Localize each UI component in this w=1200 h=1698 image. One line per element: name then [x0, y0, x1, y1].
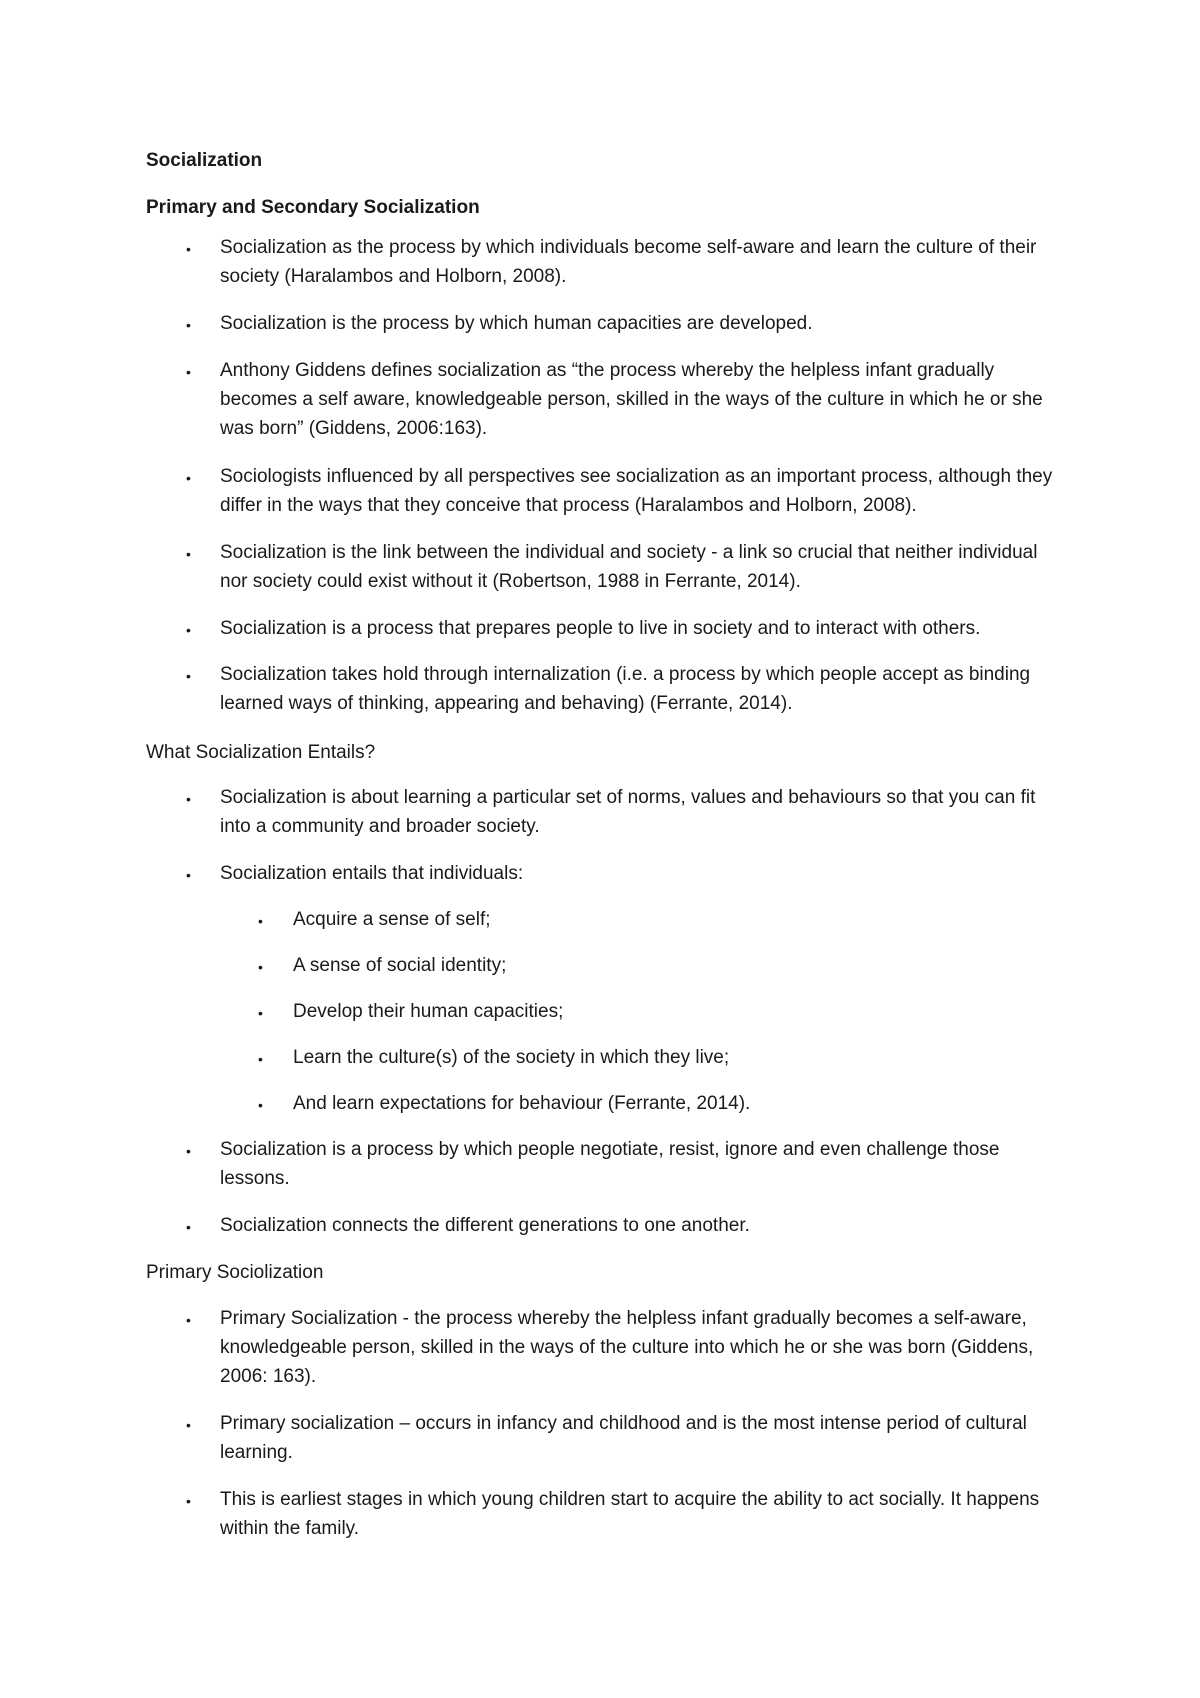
- list-item: Socialization is about learning a particular set of norms, values and behaviours so that you can fit into a community and broader society.: [220, 787, 1036, 837]
- bullet-icon: •: [186, 364, 191, 380]
- sub-bullet-icon: •: [258, 913, 263, 929]
- sub-list-item: Acquire a sense of self;: [293, 909, 491, 930]
- sub-bullet-icon: •: [258, 1051, 263, 1067]
- list-item: Primary Socialization - the process whereby the helpless infant gradually becomes a self-aware, knowledgeable person, skilled in the ways of the culture into which he or she was born (Giddens, 2006: 163).: [220, 1308, 1034, 1387]
- list-item: Socialization is a process by which people negotiate, resist, ignore and even challenge those lessons.: [220, 1139, 1000, 1189]
- bullet-icon: •: [186, 791, 191, 807]
- list-item: Socialization connects the different generations to one another.: [220, 1215, 750, 1236]
- sub-list-item: A sense of social identity;: [293, 955, 507, 976]
- list-item: Socialization is a process that prepares people to live in society and to interact with others.: [220, 618, 981, 639]
- list-item: Socialization entails that individuals:: [220, 863, 524, 884]
- bullet-icon: •: [186, 1312, 191, 1328]
- bullet-icon: •: [186, 1493, 191, 1509]
- list-item: Socialization as the process by which individuals become self-aware and learn the culture of their society (Haralambos and Holborn, 2008).: [220, 237, 1037, 287]
- document-title: Socialization: [146, 150, 263, 171]
- bullet-icon: •: [186, 622, 191, 638]
- list-item: This is earliest stages in which young children start to acquire the ability to act socially. It happens within the family.: [220, 1489, 1040, 1539]
- bullet-icon: •: [186, 241, 191, 257]
- sub-bullet-icon: •: [258, 959, 263, 975]
- list-item: Socialization is the process by which human capacities are developed.: [220, 313, 813, 334]
- sub-list-item: Develop their human capacities;: [293, 1001, 564, 1022]
- list-item: Socialization takes hold through internalization (i.e. a process by which people accept as binding learned ways of thinking, appearing and behaving) (Ferrante, 2014).: [220, 664, 1031, 714]
- list-item: Anthony Giddens defines socialization as “the process whereby the helpless infant gradually becomes a self aware, knowledgeable person, skilled in the ways of the culture in which he or she was born” (Giddens, 2006:163).: [220, 360, 1043, 439]
- bullet-icon: •: [186, 1417, 191, 1433]
- bullet-icon: •: [186, 1143, 191, 1159]
- section-heading-primary-secondary: Primary and Secondary Socialization: [146, 197, 480, 218]
- sub-bullet-icon: •: [258, 1097, 263, 1113]
- sub-bullet-icon: •: [258, 1005, 263, 1021]
- bullet-icon: •: [186, 470, 191, 486]
- list-item: Primary socialization – occurs in infancy and childhood and is the most intense period of cultural learning.: [220, 1413, 1027, 1463]
- sub-list-item: Learn the culture(s) of the society in which they live;: [293, 1047, 730, 1068]
- bullet-icon: •: [186, 317, 191, 333]
- bullet-icon: •: [186, 546, 191, 562]
- section-heading-entails: What Socialization Entails?: [146, 742, 376, 763]
- bullet-icon: •: [186, 1219, 191, 1235]
- bullet-icon: •: [186, 867, 191, 883]
- list-item: Sociologists influenced by all perspectives see socialization as an important process, although they differ in the ways that they conceive that process (Haralambos and Holborn, 2008).: [220, 466, 1053, 516]
- bullet-icon: •: [186, 668, 191, 684]
- sub-list-item: And learn expectations for behaviour (Ferrante, 2014).: [293, 1093, 751, 1114]
- list-item: Socialization is the link between the individual and society - a link so crucial that neither individual nor society could exist without it (Robertson, 1988 in Ferrante, 2014).: [220, 542, 1038, 592]
- section-heading-primary: Primary Sociolization: [146, 1262, 324, 1283]
